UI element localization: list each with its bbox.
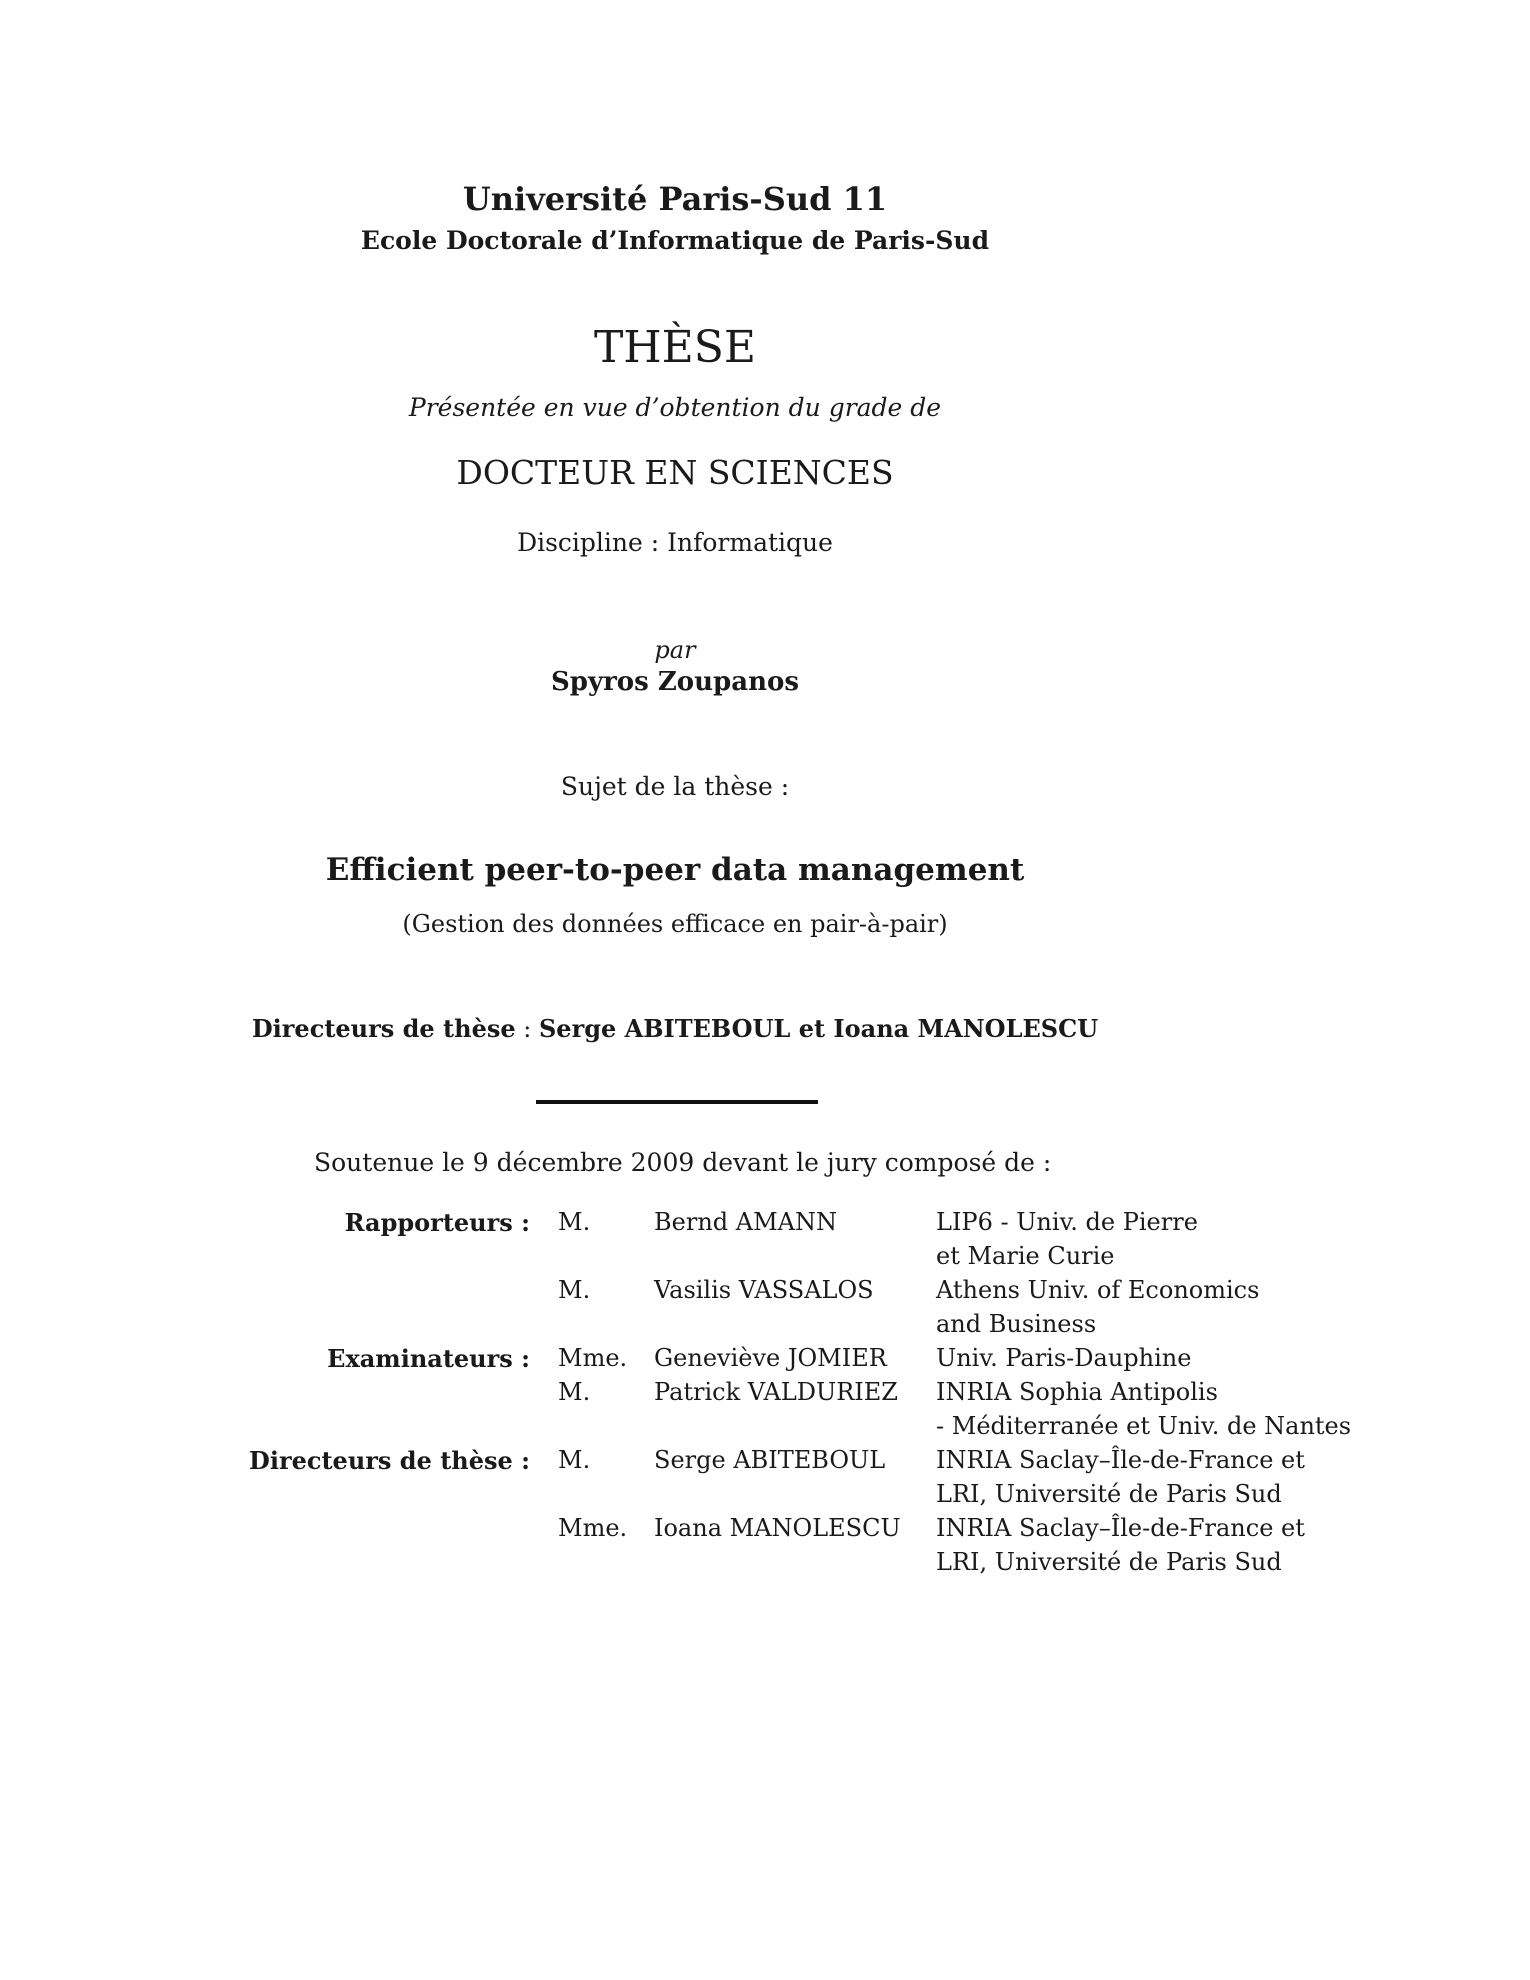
jury-title: M. (558, 1276, 591, 1304)
jury-name: Vasilis VASSALOS (654, 1276, 874, 1304)
thesis-directors-line (0, 1014, 1350, 1043)
defense-statement: Soutenue le 9 décembre 2009 devant le jury composé de : (314, 1148, 1052, 1177)
subject-label: Sujet de la thèse : (560, 772, 790, 801)
jury-row (0, 1548, 1530, 1582)
by-label: par (654, 636, 696, 664)
thesis-heading: THÈSE (593, 322, 757, 373)
jury-table (0, 1208, 1530, 1582)
jury-aff: INRIA Sophia Antipolis (936, 1378, 1218, 1406)
jury-name: Bernd AMANN (654, 1208, 837, 1236)
jury-row (0, 1344, 1530, 1378)
jury-role: Rapporteurs : (344, 1208, 530, 1237)
horizontal-rule (536, 1100, 818, 1104)
jury-aff: et Marie Curie (936, 1242, 1115, 1270)
directors-separator: : (515, 1015, 539, 1043)
jury-aff: and Business (936, 1310, 1097, 1338)
jury-row (0, 1514, 1530, 1548)
directors-label: Directeurs de thèse (251, 1014, 516, 1043)
jury-aff: - Méditerranée et Univ. de Nantes (936, 1412, 1352, 1440)
jury-name: Ioana MANOLESCU (654, 1514, 901, 1542)
jury-row (0, 1310, 1530, 1344)
jury-title: M. (558, 1378, 591, 1406)
jury-aff: INRIA Saclay–Île-de-France et (936, 1446, 1305, 1474)
university-name: Université Paris-Sud 11 (462, 180, 888, 218)
jury-aff: LRI, Université de Paris Sud (936, 1548, 1282, 1576)
jury-row (0, 1446, 1530, 1480)
jury-aff: INRIA Saclay–Île-de-France et (936, 1514, 1305, 1542)
jury-name: Patrick VALDURIEZ (654, 1378, 898, 1406)
jury-title: M. (558, 1446, 591, 1474)
jury-name: Geneviève JOMIER (654, 1344, 887, 1372)
jury-name: Serge ABITEBOUL (654, 1446, 886, 1474)
jury-role: Examinateurs : (327, 1344, 530, 1373)
discipline: Discipline : Informatique (517, 528, 833, 557)
jury-aff: Univ. Paris-Dauphine (936, 1344, 1192, 1372)
jury-title: Mme. (558, 1344, 628, 1372)
jury-title: M. (558, 1208, 591, 1236)
jury-aff: LRI, Université de Paris Sud (936, 1480, 1282, 1508)
jury-row (0, 1242, 1530, 1276)
jury-row (0, 1378, 1530, 1412)
thesis-title-french: (Gestion des données efficace en pair-à-pair) (402, 910, 948, 938)
jury-aff: LIP6 - Univ. de Pierre (936, 1208, 1198, 1236)
jury-role: Directeurs de thèse : (249, 1446, 530, 1475)
thesis-title: Efficient peer-to-peer data management (325, 852, 1025, 888)
degree-title: DOCTEUR EN SCIENCES (456, 453, 894, 492)
jury-aff: Athens Univ. of Economics (936, 1276, 1260, 1304)
author-name: Spyros Zoupanos (551, 667, 799, 697)
jury-row (0, 1276, 1530, 1310)
jury-row (0, 1480, 1530, 1514)
directors-names: Serge ABITEBOUL et Ioana MANOLESCU (538, 1014, 1099, 1043)
doctoral-school: Ecole Doctorale d’Informatique de Paris-Sud (360, 226, 990, 255)
jury-title: Mme. (558, 1514, 628, 1542)
jury-row (0, 1208, 1530, 1242)
jury-row (0, 1412, 1530, 1446)
presented-for-text: Présentée en vue d’obtention du grade de (408, 393, 942, 422)
